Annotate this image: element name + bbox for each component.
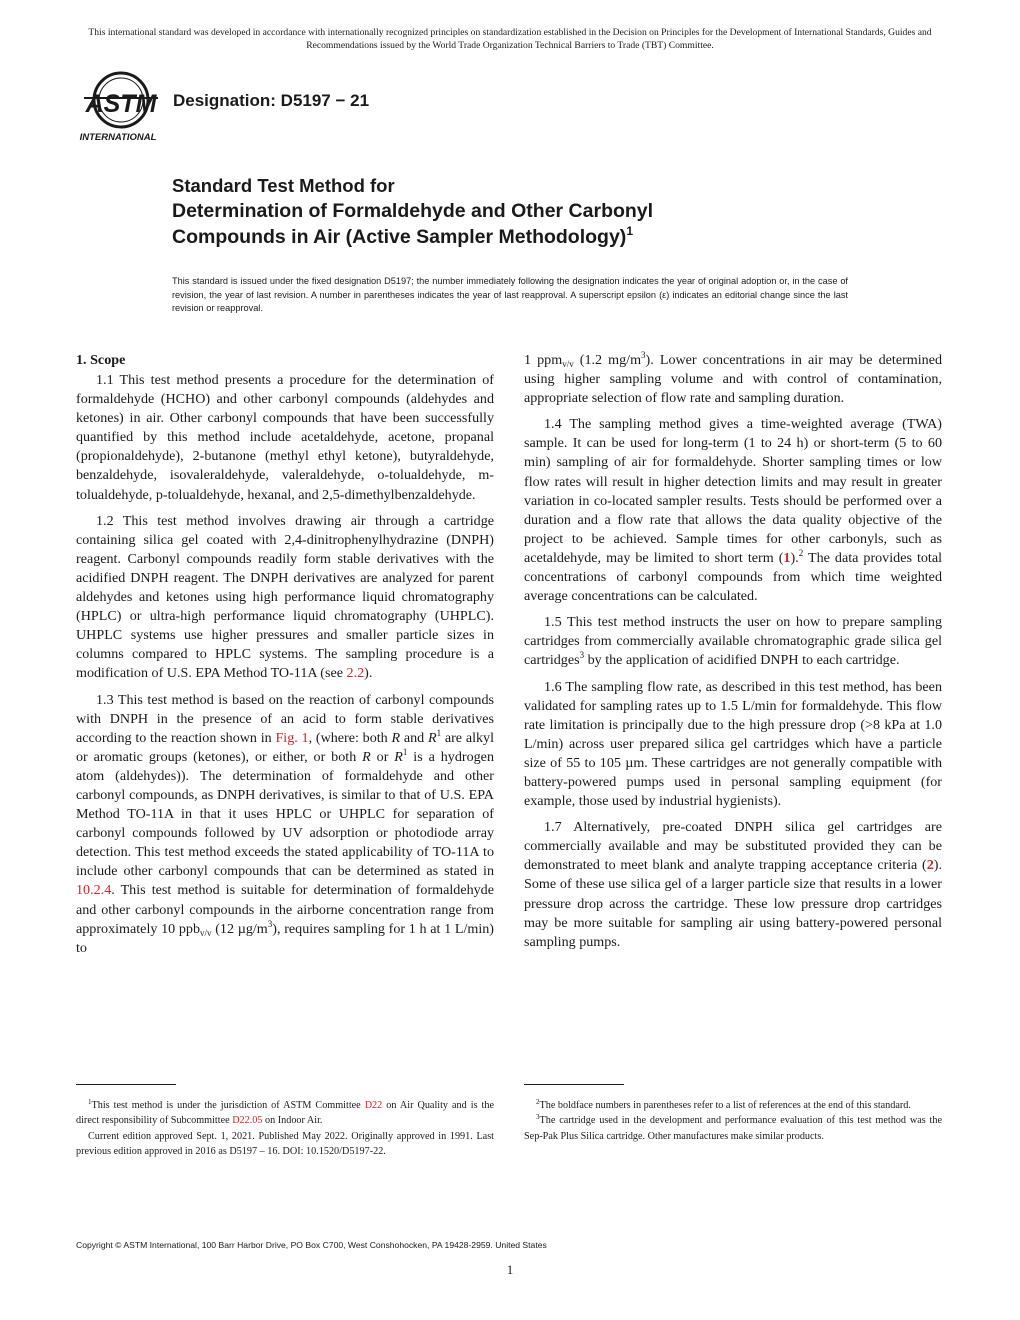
subcommittee-link-d22-05[interactable]: D22.05 bbox=[232, 1115, 263, 1127]
footnote-divider-left bbox=[76, 1084, 176, 1085]
wto-tbt-banner: This international standard was developed in accordance with internationally recognized principles on standardization established in the Decision on Principles for the Development of International Standards, Guides and Recommendations issued by the World Trade Organization Technical Barriers to Trade (TBT) Committee. bbox=[88, 27, 932, 51]
footnote-1: $^1$This test method is under the jurisdiction of ASTM Committee D22 on Air Quality and is the direct responsibility of Subcommittee D22.05 on Indoor Air. bbox=[76, 1098, 494, 1127]
title-footnote-mark: 1 bbox=[626, 224, 633, 238]
astm-international-logo bbox=[78, 70, 162, 144]
copyright-notice: Copyright © ASTM International, 100 Barr Harbor Drive, PO Box C700, West Conshohocken, PA 19428-2959. United States bbox=[76, 1240, 547, 1250]
svg-text:ASTM: ASTM bbox=[85, 90, 157, 118]
section-heading-scope: 1. Scope bbox=[76, 352, 126, 368]
paragraph-1-7: 1.7 Alternatively, pre-coated DNPH silica gel cartridges are commercially available and may be substituted provided they can be demonstrated to meet blank and analyte trapping acceptance criteria (2). Some of these use silica gel of a larger particle size that results in a lower pressure drop across the cartridge. These low pressure drop cartridges may be more suitable for sampling air using battery-powered personal sampling pumps. bbox=[524, 819, 942, 950]
footnote-divider-right bbox=[524, 1084, 624, 1085]
committee-link-d22[interactable]: D22 bbox=[364, 1100, 383, 1111]
footnote-1-edition: Current edition approved Sept. 1, 2021. Published May 2022. Originally approved in 1991. Last previous edition approved in 2016 as D5197 – 16. DOI: 10.1520/D5197-22. bbox=[76, 1130, 494, 1158]
document-title bbox=[172, 174, 812, 250]
title-line-3: Compounds in Air (Active Sampler Methodology)$^1$ bbox=[172, 224, 633, 248]
paragraph-1-4: 1.4 The sampling method gives a time-weighted average (TWA) sample. It can be used for long-term (1 to 24 h) or short-term (5 to 60 min) sampling of air for formaldehyde. Shorter sampling times or low flow rates will result in higher detection limits and may result in greater variation in co-located sampler results. Tests should be performed over a duration and a flow rate that allows the data quality objective of the project to be achieved. Sample times for other carbonyls, such as acetaldehyde, may be limited to short term (1).$^2$ The data provides total concentrations of carbonyl compounds from which time weighted average concentrations can be calculated. bbox=[524, 416, 943, 605]
paragraph-1-3-continued: 1 ppm$_{v/v}$ (1.2 $mg/m^3$). Lower concentrations in air may be determined using higher sampling volume and with control of contamination, appropriate selection of flow rate and sampling duration. bbox=[524, 350, 942, 407]
paragraph-1-6: 1.6 The sampling flow rate, as described in this test method, has been validated for sampling rates up to 1.5 L/min for formaldehyde. This flow rate limitation is principally due to the high pressure drop (>8 kPa at 1.0 L/min) across user prepared silica gel cartridges which have a particle size of 55 to 105 µm. These cartridges are not generally compatible with battery-powered pumps used in personal sampling equipment (for example, those used by industrial hygienists). bbox=[524, 678, 942, 810]
svg-text:INTERNATIONAL: INTERNATIONAL bbox=[79, 132, 157, 143]
left-column bbox=[76, 351, 494, 965]
reference-link-2[interactable]: 2 bbox=[926, 857, 934, 874]
paragraph-1-1: 1.1 This test method presents a procedure for the determination of formaldehyde (HCHO) and other carbonyl compounds (aldehydes and ketones) in air. Other carbonyl compounds that have been successfully quantified by this method include acetaldehyde, acetone, propanal (propionaldehyde), 2-butanone (methyl ethyl ketone), butyraldehyde, benzaldehyde, isovaleraldehyde, valeraldehyde, o-tolualdehyde, m-tolualdehyde, p-tolualdehyde, hexanal, and 2,5-dimethylbenzaldehyde. bbox=[76, 372, 494, 503]
footnotes-left bbox=[76, 1098, 494, 1160]
right-column bbox=[524, 351, 942, 959]
footnote-3: $^3$The cartridge used in the development and performance evaluation of this test method was the Sep-Pak Plus Silica cartridge. Other manufactures make similar products. bbox=[524, 1113, 942, 1142]
footnotes-right bbox=[524, 1098, 942, 1144]
section-link-10-2-4[interactable]: 10.2.4 bbox=[76, 882, 112, 899]
issue-note: This standard is issued under the fixed designation D5197; the number immediately following the designation indicates the year of original adoption or, in the case of revision, the year of last revision. A number in parentheses indicates the year of last reapproval. A superscript epsilon (ε) indicates an editorial change since the last revision or reapproval. bbox=[172, 276, 848, 314]
title-line-1: Standard Test Method for bbox=[172, 175, 395, 196]
paragraph-1-3: 1.3 This test method is based on the reaction of carbonyl compounds with DNPH in the presence of an acid to form stable derivatives according to the reaction shown in Fig. 1, (where: both R and $R^1$ are alkyl or aromatic groups (ketones), or either, or both R or $R^1$ is a hydrogen atom (aldehydes)). The determination of formaldehyde and other carbonyl compounds, as DNPH derivatives, is similar to that of U.S. EPA Method TO-11A in that it uses HPLC or UHPLC for separation of carbonyl compounds followed by UV adsorption or photodiode array detection. This test method exceeds the stated applicability of TO-11A to include other carbonyl compounds that can be determined as stated in 10.2.4. This test method is suitable for determination of formaldehyde and other carbonyl compounds in the airborne concentration range from approximately 10 ppb$_{v/v}$ (12 $\mu g/m^3$), requires sampling for 1 h at 1 L/min) to bbox=[76, 691, 495, 956]
paragraph-1-5: 1.5 This test method instructs the user on how to prepare sampling cartridges from commercially available chromatographic grade silica gel cartridges$^3$ by the application of acidified DNPH to each cartridge. bbox=[524, 614, 942, 669]
paragraph-1-2: 1.2 This test method involves drawing air through a cartridge containing silica gel coated with 2,4-dinitrophenylhydrazine (DNPH) reagent. Carbonyl compounds readily form stable derivatives with the acidified DNPH reagent. The DNPH derivatives are analyzed for parent aldehydes and ketones using high performance liquid chromatography (HPLC) or ultra-high performance liquid chromatography (UHPLC). UHPLC systems use higher pressures and smaller particle sizes in columns compared to HPLC systems. The sampling procedure is a modification of U.S. EPA Method TO-11A (see 2.2). bbox=[76, 512, 494, 682]
reference-link-1[interactable]: 1 bbox=[783, 549, 791, 566]
designation: Designation: D5197 − 21 bbox=[173, 91, 370, 110]
footnote-2: $^2$The boldface numbers in parentheses refer to a list of references at the end of this standard. bbox=[536, 1098, 911, 1111]
title-line-2: Determination of Formaldehyde and Other Carbonyl bbox=[172, 200, 654, 222]
section-link-2-2[interactable]: 2.2 bbox=[346, 665, 365, 682]
figure-link-fig-1[interactable]: Fig. 1 bbox=[275, 729, 309, 746]
page-number: 1 bbox=[506, 1262, 514, 1277]
